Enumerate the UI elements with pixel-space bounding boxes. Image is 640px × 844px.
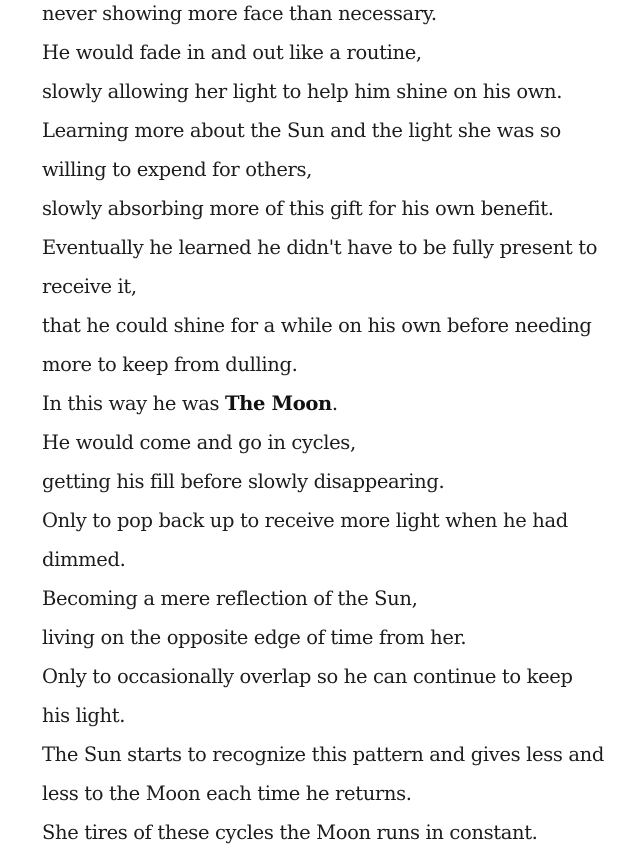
text-line: slowly absorbing more of this gift for his own benefit. [42,197,554,220]
text-line: that he could shine for a while on his own before needing [42,314,592,337]
text-line: Becoming a mere reflection of the Sun, [42,587,418,610]
text-line: Only to occasionally overlap so he can continue to keep [42,665,573,688]
text-line: willing to expend for others, [42,158,312,181]
text-line: living on the opposite edge of time from her. [42,626,467,649]
text-line: Learning more about the Sun and the light she was so [42,119,561,142]
text-line: never showing more face than necessary. [42,2,437,25]
text-line-moon [42,394,338,414]
text-line: receive it, [42,275,137,298]
text-line: She tires of these cycles the Moon runs in constant. [42,821,538,844]
text-line: The Sun starts to recognize this pattern and gives less and [42,743,604,766]
text-line: Only to pop back up to receive more light when he had [42,509,568,532]
text-line: his light. [42,704,126,727]
text-line: more to keep from dulling. [42,353,298,376]
text-suffix: . [331,392,338,415]
text-line: He would come and go in cycles, [42,431,356,454]
moon-emphasis: The Moon [225,392,332,415]
text-line: He would fade in and out like a routine, [42,41,422,64]
text-prefix: In this way he was [42,392,225,415]
text-line: getting his fill before slowly disappearing. [42,470,445,493]
text-line: dimmed. [42,548,126,571]
text-line: slowly allowing her light to help him shine on his own. [42,80,563,103]
text-line: Eventually he learned he didn't have to be fully present to [42,236,598,259]
text-line: less to the Moon each time he returns. [42,782,412,805]
